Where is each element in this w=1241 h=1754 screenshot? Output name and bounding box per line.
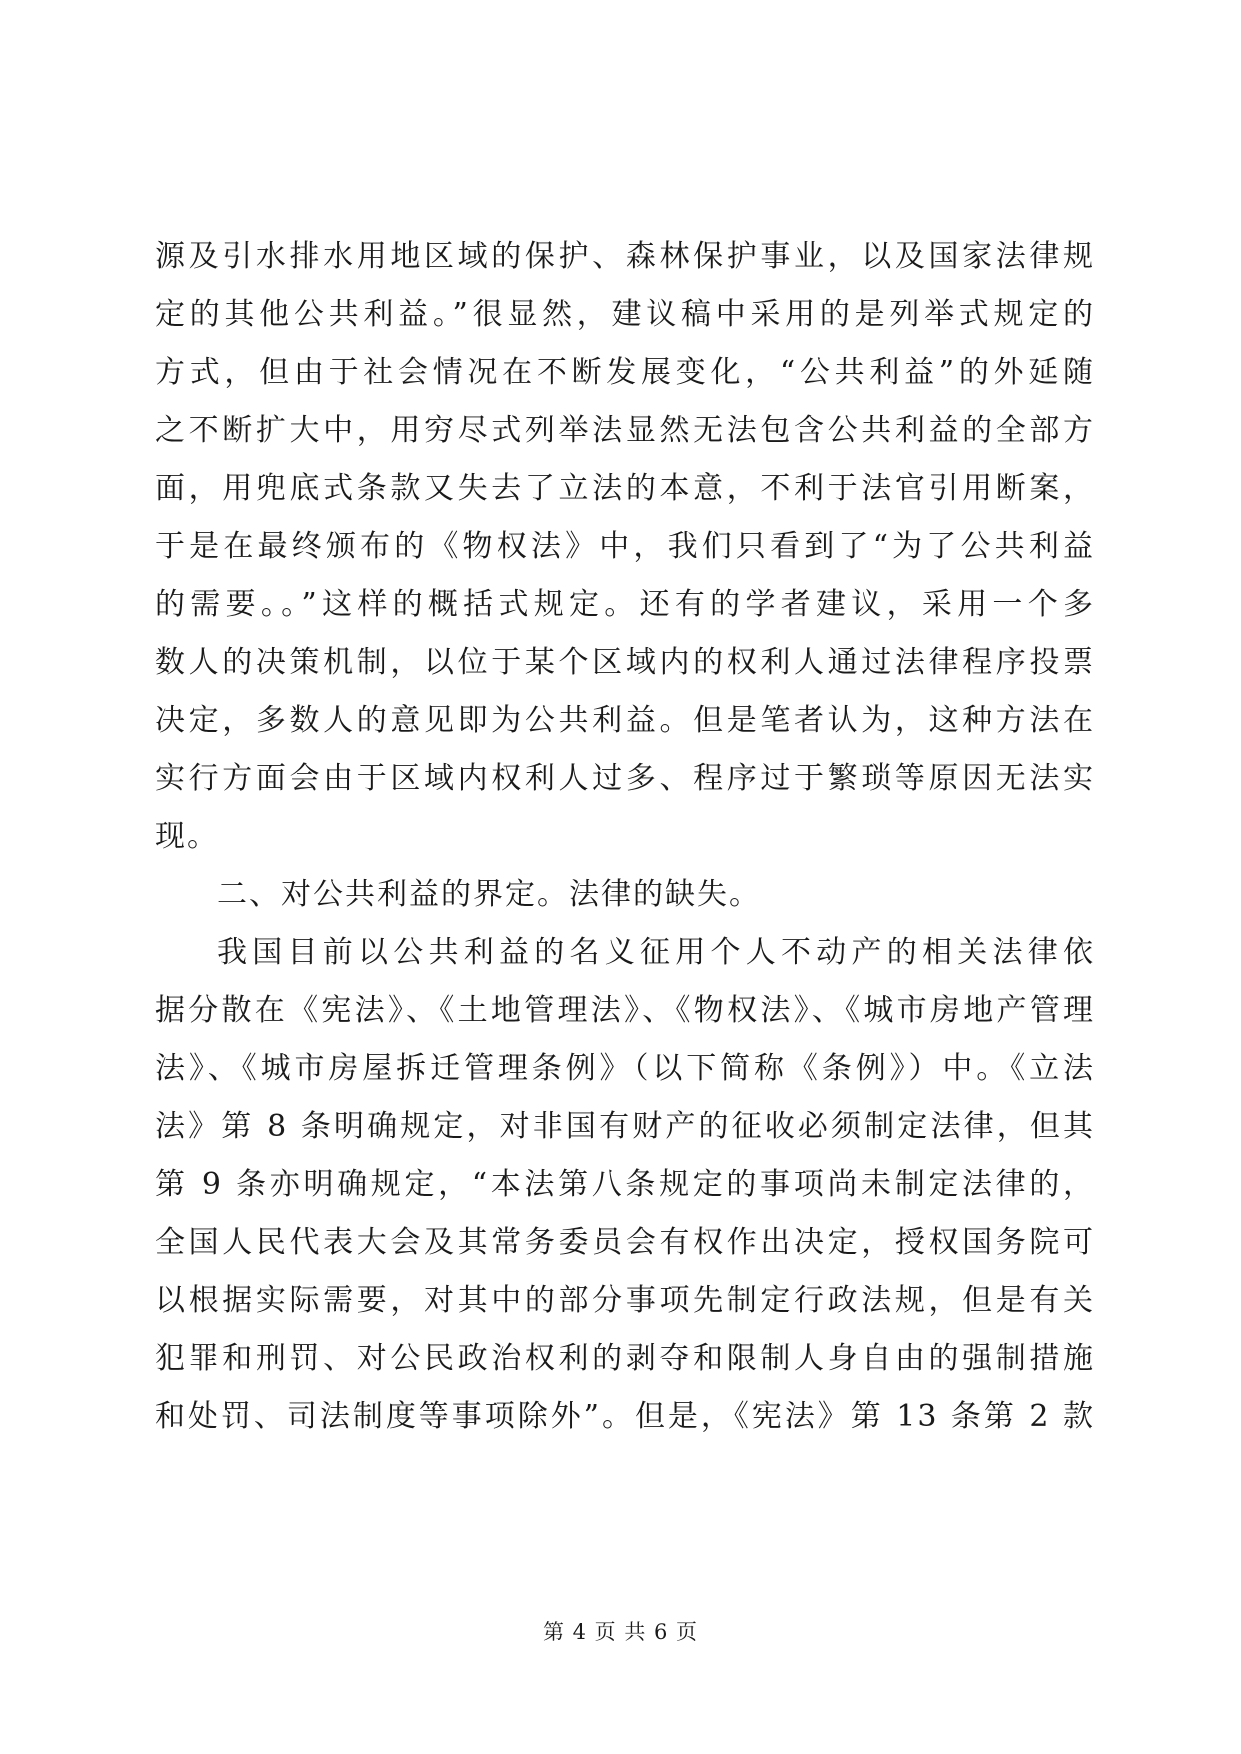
text-line: 的需要。。”这样的概括式规定。还有的学者建议，采用一个多 [155,587,1095,622]
text-line: 我国目前以公共利益的名义征用个人不动产的相关法律依 [217,935,1095,970]
text-line: 现。 [155,819,219,854]
text-line: 犯罪和刑罚、对公民政治权利的剥夺和限制人身自由的强制措施 [155,1341,1095,1376]
text-line: 第 9 条亦明确规定，“本法第八条规定的事项尚未制定法律的， [155,1167,1095,1202]
text-line: 以根据实际需要，对其中的部分事项先制定行政法规，但是有关 [155,1283,1095,1318]
section-heading: 二、对公共利益的界定。法律的缺失。 [217,877,761,912]
text-line: 于是在最终颁布的《物权法》中，我们只看到了“为了公共利益 [155,529,1095,564]
document-body [155,228,1095,1446]
text-line: 据分散在《宪法》、《土地管理法》、《物权法》、《城市房地产管理 [155,993,1095,1028]
text-line: 面，用兜底式条款又失去了立法的本意，不利于法官引用断案， [155,471,1095,506]
text-line: 数人的决策机制，以位于某个区域内的权利人通过法律程序投票 [155,645,1095,680]
text-line: 实行方面会由于区域内权利人过多、程序过于繁琐等原因无法实 [155,761,1095,796]
text-line: 方式，但由于社会情况在不断发展变化，“公共利益”的外延随 [155,355,1095,390]
text-line: 和处罚、司法制度等事项除外”。但是，《宪法》第 13 条第 2 款 [155,1399,1095,1434]
text-line: 定的其他公共利益。”很显然，建议稿中采用的是列举式规定的 [155,297,1095,332]
text-line: 源及引水排水用地区域的保护、森林保护事业，以及国家法律规 [155,239,1095,274]
text-line: 法》第 8 条明确规定，对非国有财产的征收必须制定法律，但其 [155,1109,1095,1144]
text-line: 之不断扩大中，用穷尽式列举法显然无法包含公共利益的全部方 [155,413,1095,448]
text-line: 法》、《城市房屋拆迁管理条例》（以下简称《条例》）中。《立法 [155,1051,1095,1086]
text-line: 全国人民代表大会及其常务委员会有权作出决定，授权国务院可 [155,1225,1095,1260]
page-number-footer: 第 4 页 共 6 页 [542,1620,699,1644]
text-line: 决定，多数人的意见即为公共利益。但是笔者认为，这种方法在 [155,703,1095,738]
